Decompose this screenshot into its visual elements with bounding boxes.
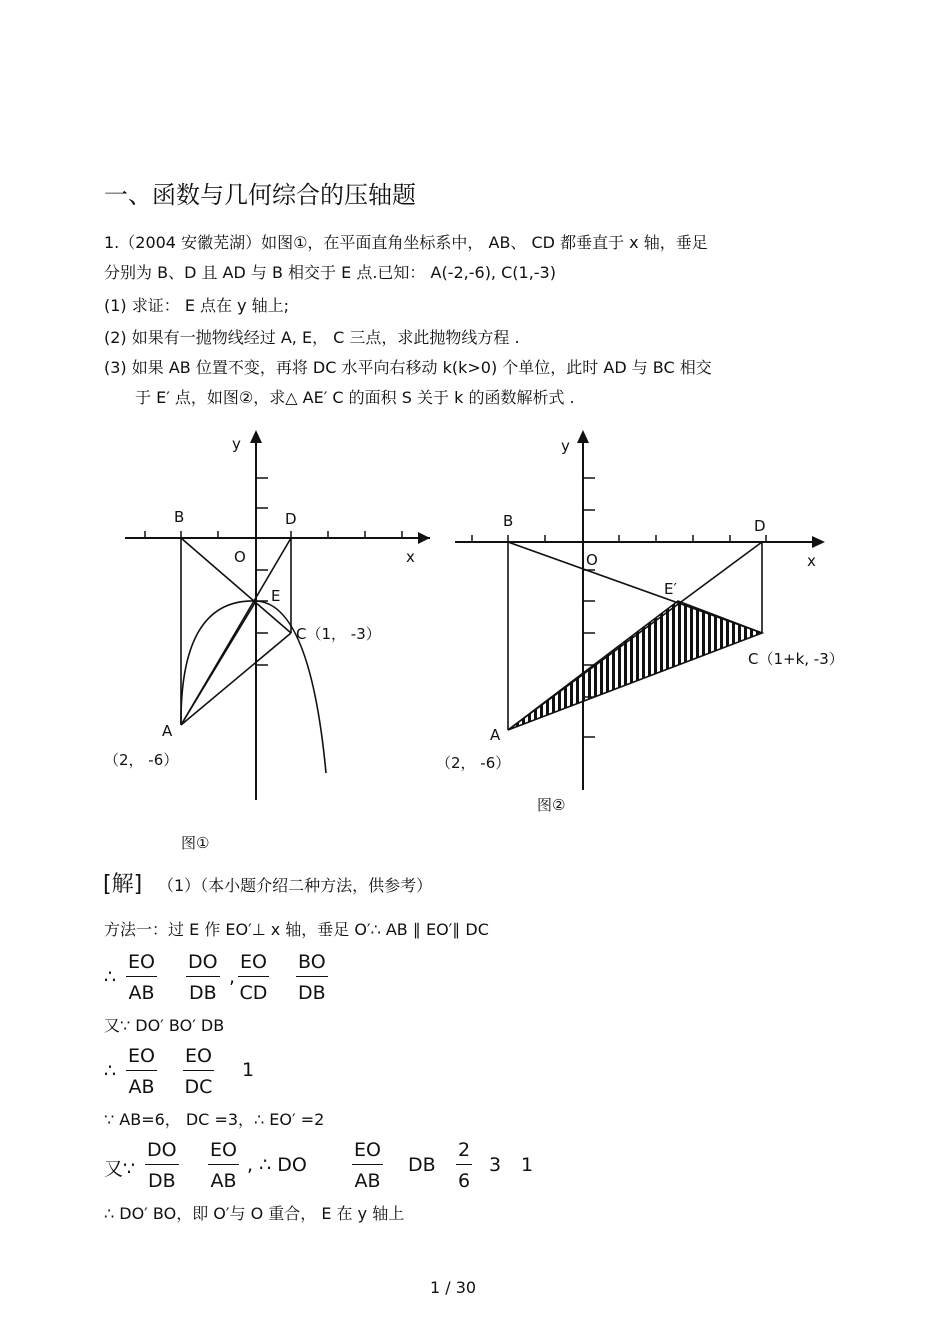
fig1-y-arrow [250, 430, 262, 443]
fig2-label-D: D [754, 517, 766, 535]
therefore-symbol-2: ∴ [104, 1060, 117, 1082]
fig1-label-E: E [271, 587, 281, 605]
fig1-segment-AE [181, 601, 256, 725]
fig1-caption: 图① [181, 834, 210, 852]
fig1-label-x: x [406, 548, 415, 566]
fraction-2-6: $\frac{2}{6}$ [458, 1139, 471, 1192]
fraction-EO-AB-2: $\frac{EO}{AB}$ [128, 1045, 155, 1098]
again-because: 又∵ [104, 1158, 136, 1180]
line-because-values: ∵ AB=6， DC =3，∴ EO′ =2 [104, 1110, 325, 1129]
fraction-BO-DB: $\frac{BO}{DB}$ [297, 951, 326, 1004]
solution-heading: [解] [103, 872, 143, 897]
fig2-label-C: C（1+k, -3） [748, 650, 844, 668]
fig1-label-C: C（1， -3） [296, 625, 381, 643]
fig2-segment-BC [508, 542, 762, 633]
label-DB: DB [408, 1154, 436, 1176]
fig2-label-B: B [503, 512, 514, 530]
fraction-EO-AB-3: $\frac{EO}{AB}$ [210, 1139, 237, 1192]
fig1-label-D: D [285, 510, 297, 528]
fraction-EO-AB-4: $\frac{EO}{AB}$ [354, 1139, 381, 1192]
question-2: (2) 如果有一抛物线经过 A, E， C 三点，求此抛物线方程 . [104, 328, 520, 347]
fig2-caption: 图② [537, 796, 566, 814]
question-1: (1) 求证： E 点在 y 轴上; [104, 296, 290, 315]
therefore-symbol: ∴ [104, 966, 117, 988]
fraction-DO-DB-2: $\frac{DO}{DB}$ [147, 1139, 177, 1192]
fig2-label-x: x [807, 552, 816, 570]
fig2-label-A: A [490, 726, 501, 744]
fraction-DO-DB: $\frac{DO}{DB}$ [188, 951, 218, 1004]
fig1-x-arrow [418, 532, 430, 544]
page-number: 1 / 30 [430, 1278, 477, 1297]
question-3-line-2: 于 E′ 点，如图②，求△ AE′ C 的面积 S 关于 k 的函数解析式 . [135, 388, 575, 407]
fig2-label-E: E′ [664, 580, 677, 598]
value-one: 1 [242, 1059, 255, 1081]
fig1-segment-AC [181, 633, 291, 725]
fig1-label-B: B [174, 508, 185, 526]
fig1-label-y: y [232, 435, 241, 453]
value-one-2: 1 [521, 1154, 534, 1176]
fraction-EO-CD: $\frac{EO}{CD}$ [239, 951, 268, 1004]
conclusion-line: ∴ DO′ BO，即 O′与 O 重合， E 在 y 轴上 [104, 1204, 405, 1223]
comma: , [229, 966, 236, 988]
fig1-label-A-coord: （2， -6） [104, 751, 179, 769]
fig2-label-y: y [561, 437, 570, 455]
fig2-x-arrow [812, 536, 825, 548]
fig2-shaded-triangle [508, 601, 762, 730]
fig2-label-A-coord: （2， -6） [436, 754, 511, 772]
value-three: 3 [489, 1154, 502, 1176]
fig1-label-A: A [162, 722, 173, 740]
fraction-EO-AB: $\frac{EO}{AB}$ [128, 951, 155, 1004]
line-again-because: 又∵ DO′ BO′ DB [104, 1016, 225, 1035]
fig2-y-arrow [577, 430, 589, 443]
therefore-DO: , ∴ DO [247, 1154, 307, 1176]
section-title: 一、函数与几何综合的压轴题 [104, 181, 416, 209]
problem-line-1: 1.（2004 安徽芜湖）如图①，在平面直角坐标系中， AB、 CD 都垂直于 x 轴，垂足 [104, 233, 708, 252]
fig2-label-O: O [586, 551, 598, 569]
solution-heading-note: （1）（本小题介绍二种方法，供参考） [158, 876, 433, 895]
question-3-line-1: (3) 如果 AB 位置不变，再将 DC 水平向右移动 k(k>0) 个单位，此时 AD 与 BC 相交 [104, 358, 712, 377]
problem-line-2: 分别为 B、D 且 AD 与 B 相交于 E 点.已知： A(-2,-6), C(1,-3) [104, 263, 556, 282]
fraction-EO-DC: $\frac{EO}{DC}$ [184, 1045, 213, 1098]
method-1: 方法一：过 E 作 EO′⊥ x 轴，垂足 O′∴ AB ∥ EO′∥ DC [104, 920, 489, 939]
fig1-label-O: O [234, 548, 246, 566]
